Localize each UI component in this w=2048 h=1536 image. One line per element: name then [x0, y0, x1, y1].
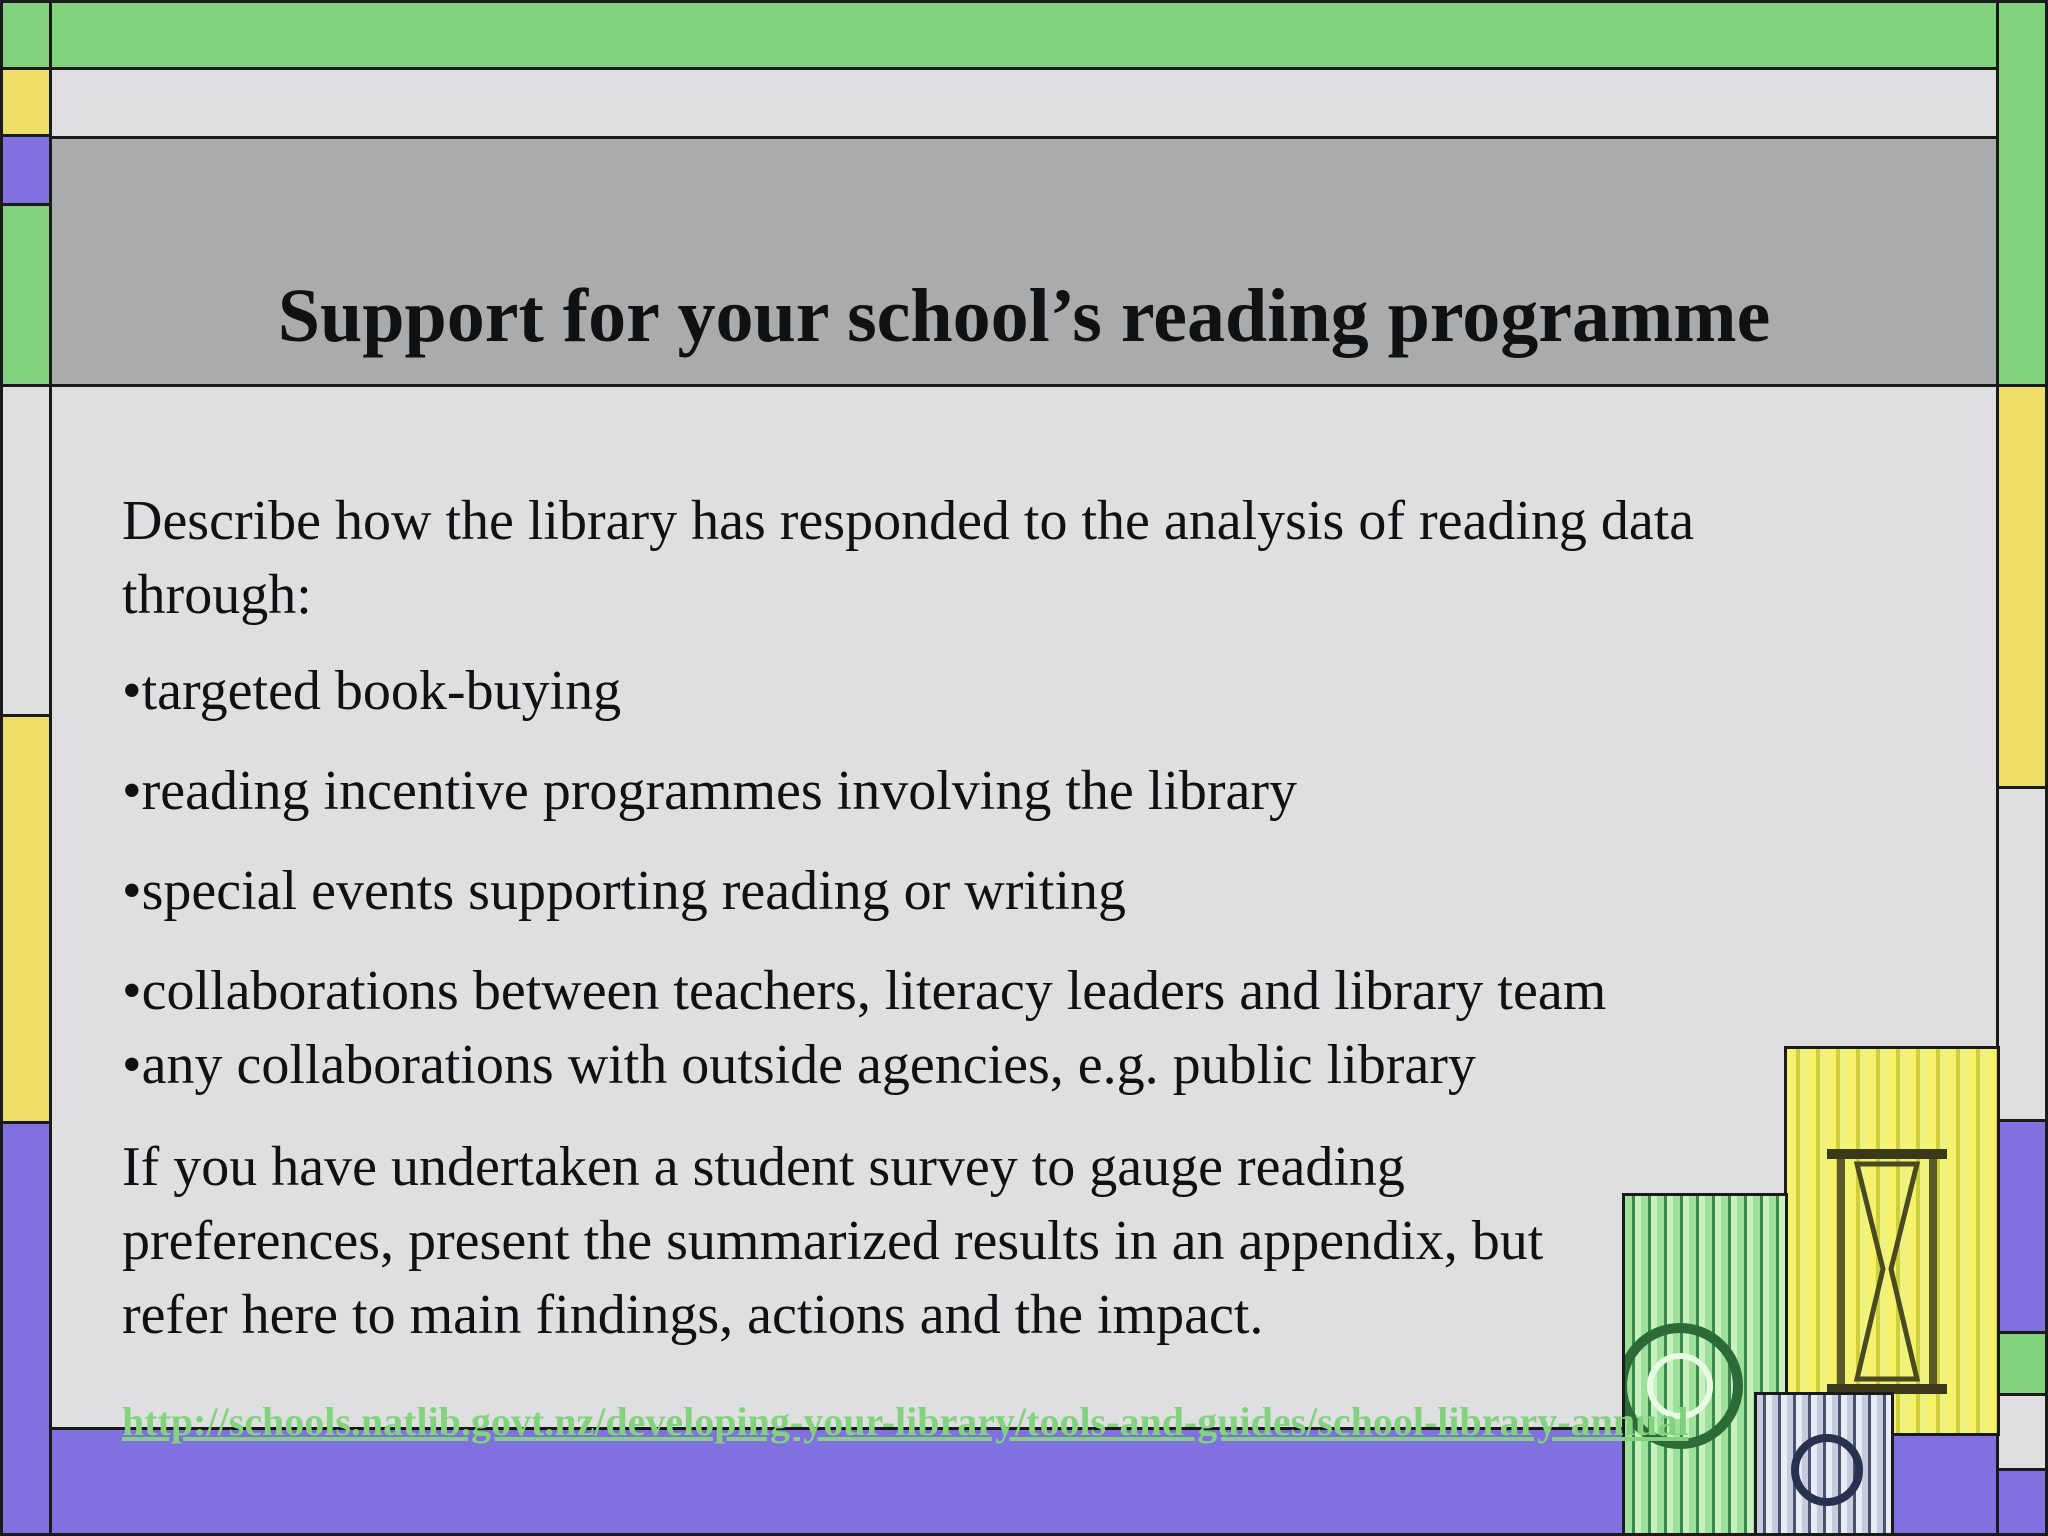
frame-block [0, 203, 52, 387]
slide-title: Support for your school’s reading programme [277, 274, 1771, 358]
frame-block [1996, 1393, 2048, 1471]
intro-paragraph: Describe how the library has responded to the analysis of reading data through: [122, 490, 1695, 626]
frame-block [0, 384, 52, 717]
bullet-item: •targeted book-buying [122, 660, 622, 722]
bullet-item: •collaborations between teachers, literacy leaders and library team [122, 960, 1607, 1022]
photo-tile [1754, 1392, 1894, 1536]
gear-icon [1757, 1395, 1891, 1533]
bullet-item: •reading incentive programmes involving the library [122, 760, 1298, 822]
frame-block [1996, 1468, 2048, 1536]
top-green-bar [49, 0, 1999, 70]
frame-block [1996, 786, 2048, 1122]
bullet-item: •any collaborations with outside agencies, e.g. public library [122, 1034, 1476, 1096]
frame-block [1996, 1119, 2048, 1334]
frame-block [0, 0, 52, 70]
frame-block [0, 1121, 52, 1536]
frame-block [1996, 0, 2048, 387]
frame-block [1996, 384, 2048, 789]
frame-block [1996, 1331, 2048, 1396]
frame-block [0, 134, 52, 206]
top-gray-bar [49, 67, 1999, 139]
resource-link[interactable]: http://schools.natlib.govt.nz/developing-your-library/tools-and-guides/school-library-annual [122, 1399, 1689, 1444]
closing-paragraph: If you have undertaken a student survey to gauge reading preferences, present the summarized results in an appendix, but refer here to main findings, actions and the impact. [122, 1136, 1544, 1346]
bullet-item: •special events supporting reading or writing [122, 860, 1127, 922]
body-text [122, 484, 1882, 1352]
frame-block [0, 67, 52, 137]
frame-block [0, 714, 52, 1124]
